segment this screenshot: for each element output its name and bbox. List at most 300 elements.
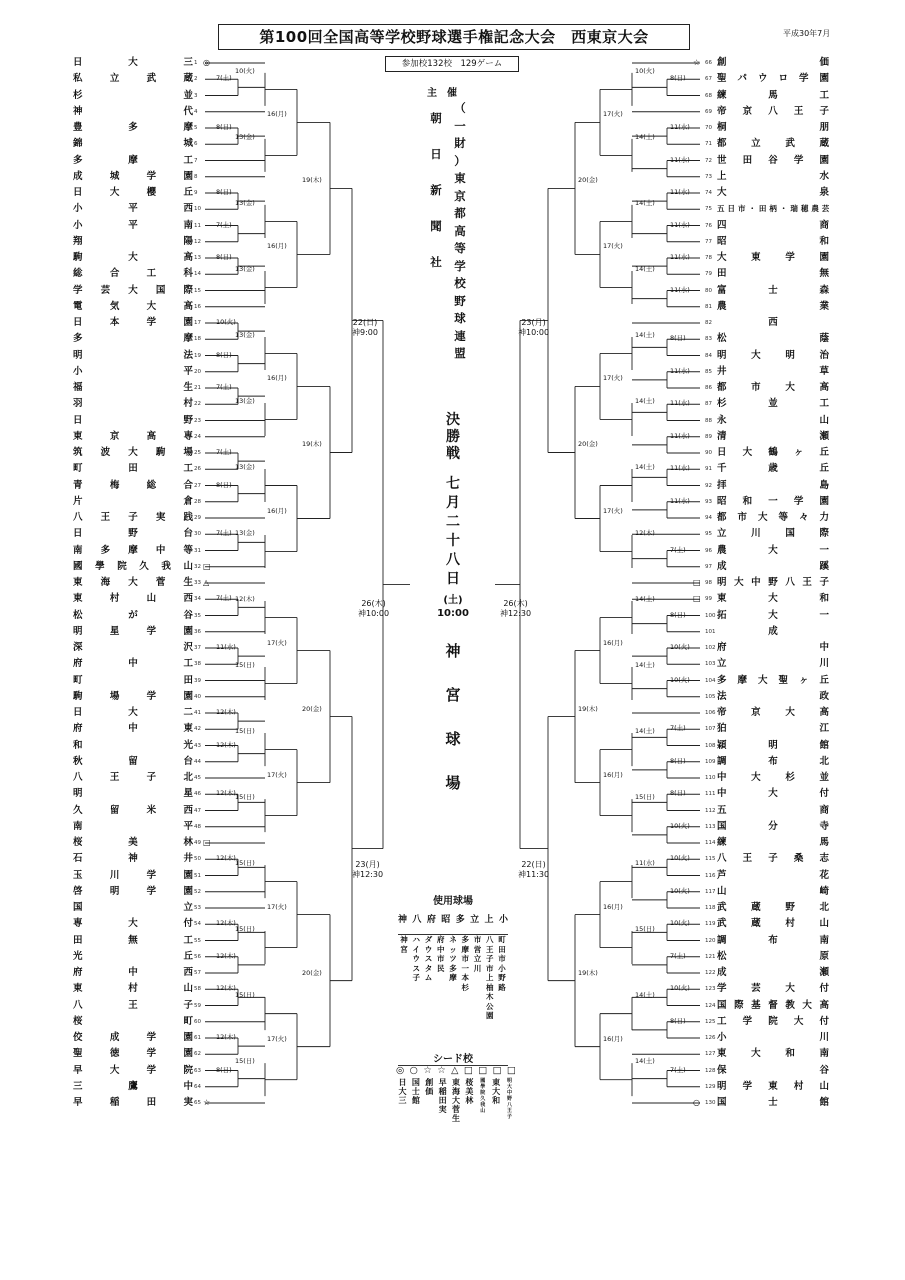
round1-date: 10(火) [670, 675, 690, 684]
team-number: 106 [705, 710, 716, 716]
team-number: 97 [705, 563, 712, 570]
team-13 [73, 250, 193, 266]
team-name: 翔陽 [73, 235, 193, 247]
char: 大 [452, 1096, 460, 1105]
team-36 [73, 624, 193, 640]
venue-name [484, 935, 496, 1039]
char: 立 [473, 954, 482, 963]
final-venue [418, 629, 488, 805]
seed-mark: ◎ [203, 58, 210, 67]
team-number: 83 [705, 336, 712, 343]
team-name: 永山 [717, 414, 829, 426]
team-number: 103 [705, 661, 716, 668]
team-number: 6 [194, 141, 198, 148]
team-38 [73, 656, 193, 672]
char: 早 [438, 1078, 447, 1087]
team-54 [73, 916, 193, 932]
team-name: 芦花 [717, 869, 829, 881]
round1-date: 7(土) [216, 383, 232, 391]
round2-date: 13(金) [235, 330, 255, 339]
venue-name [423, 935, 435, 1039]
char: 場 [445, 774, 461, 792]
team-number: 101 [705, 628, 716, 635]
char: 稲 [438, 1087, 447, 1096]
team-name: 玉川学園 [73, 869, 193, 881]
round1-date: 11(水) [670, 220, 690, 229]
venue-abbreviations [398, 912, 508, 925]
team-17 [73, 315, 193, 331]
quarterfinal-label-3: 23(月) 神10:00 [518, 318, 550, 337]
team-name: 国士館 [717, 1097, 829, 1108]
team-name: 井草 [717, 365, 829, 377]
team-name: 狛江 [717, 723, 829, 735]
team-number: 10 [194, 206, 201, 213]
round4-date: 20(金) [302, 968, 322, 977]
team-15 [73, 283, 193, 299]
char: ネ [449, 935, 457, 944]
team-31 [73, 543, 193, 559]
team-number: 23 [194, 417, 201, 424]
team-name: 田無 [717, 268, 829, 280]
char: 八 [486, 935, 494, 944]
team-80 [717, 283, 829, 299]
venue-abbr: 多 [455, 915, 465, 925]
round2-date: 13(金) [235, 198, 255, 207]
char: 田 [438, 1096, 447, 1105]
team-name: 立川国際 [717, 528, 829, 540]
team-81 [717, 299, 829, 315]
char: 市 [486, 963, 494, 973]
round1-date: 11(水) [670, 431, 690, 440]
team-name: 早大学院 [73, 1064, 193, 1076]
char: 学 [454, 258, 466, 273]
team-name: 東京高専 [73, 430, 193, 442]
team-8 [73, 169, 193, 185]
venue-name [496, 935, 508, 1039]
team-23 [73, 413, 193, 429]
round2-date: 10(火) [635, 66, 655, 75]
team-number: 117 [705, 888, 716, 895]
team-name: 豊多摩 [73, 122, 193, 133]
team-103 [717, 656, 829, 672]
team-63 [73, 1063, 193, 1079]
team-number: 73 [705, 173, 712, 180]
team-number: 120 [705, 937, 716, 944]
team-51 [73, 868, 193, 884]
team-name: 三鷹中 [73, 1080, 193, 1092]
team-94 [717, 510, 829, 526]
team-1 [73, 55, 193, 71]
team-number: 57 [194, 970, 201, 976]
team-101 [717, 624, 829, 640]
team-number: 126 [705, 1035, 716, 1041]
team-name: 調布北 [717, 755, 829, 767]
char: 市 [498, 954, 506, 963]
round1-date: 11(水) [670, 285, 690, 294]
team-number: 90 [705, 450, 712, 456]
round2-date: 12(木) [635, 529, 655, 537]
round1-date: 10(火) [670, 886, 690, 895]
team-name: 多摩工 [73, 154, 193, 166]
team-name: 明法 [73, 349, 193, 361]
team-name: 桜町 [73, 1015, 193, 1027]
team-number: 87 [705, 401, 712, 408]
team-name: 農大一 [717, 544, 829, 556]
team-number: 72 [705, 157, 712, 164]
round2-date: 14(土) [635, 991, 655, 1000]
team-42 [73, 721, 193, 737]
team-number: 85 [705, 368, 712, 375]
team-39 [73, 673, 193, 689]
team-number: 111 [705, 791, 716, 798]
team-number: 40 [194, 693, 201, 700]
team-102 [717, 640, 829, 656]
team-number: 32 [194, 563, 201, 570]
date-tag: 平成30年7月 [783, 29, 831, 38]
team-name: 学芸大国際 [73, 284, 193, 296]
round1-date: 8(日) [670, 334, 686, 343]
team-number: 115 [705, 856, 716, 863]
team-122 [717, 965, 829, 981]
team-number: 77 [705, 238, 712, 245]
semifinal-right-label: 26(木) 神12:30 [500, 599, 532, 618]
round1-date: 11(水) [670, 155, 690, 164]
team-number: 78 [705, 255, 712, 261]
round1-date: 7(土) [670, 545, 686, 554]
round3-date: 17(火) [603, 110, 623, 119]
team-name: 中大付 [717, 788, 829, 800]
team-name: 南多摩中等 [73, 544, 193, 556]
team-name: 国立 [73, 902, 193, 913]
team-20 [73, 364, 193, 380]
round1-date: 7(土) [670, 951, 686, 960]
char: 杉 [461, 982, 469, 992]
team-number: 47 [194, 807, 201, 814]
round2-date: 15(日) [235, 991, 255, 1000]
char: 摩 [461, 944, 469, 954]
seed-mark: □ [492, 1065, 502, 1076]
team-11 [73, 218, 193, 234]
venues-title: 使用球場 [433, 896, 473, 907]
team-121 [717, 949, 829, 965]
team-name: 日大櫻丘 [73, 187, 193, 198]
team-47 [73, 803, 193, 819]
team-name: 日野 [73, 414, 193, 426]
team-126 [717, 1030, 829, 1046]
team-106 [717, 705, 829, 721]
team-number: 67 [705, 76, 712, 83]
round2-date: 14(土) [635, 264, 655, 273]
team-name: 小川 [717, 1032, 829, 1043]
char: ウ [412, 954, 420, 963]
venue-name [447, 935, 459, 1039]
team-number: 49 [194, 840, 201, 846]
team-number: 62 [194, 1051, 201, 1058]
team-name: 東海大菅生 [73, 577, 193, 588]
team-number: 20 [194, 368, 201, 375]
team-67 [717, 71, 829, 87]
team-number: 71 [705, 141, 712, 148]
team-name: 穎明館 [717, 739, 829, 751]
team-number: 96 [705, 547, 712, 554]
round2-date: 14(土) [635, 595, 655, 604]
team-name: 府中西 [73, 967, 193, 978]
round2-date: 11(水) [635, 859, 655, 868]
round1-date: 8(日) [216, 350, 232, 359]
team-number: 43 [194, 742, 201, 749]
venue-name [459, 935, 471, 1039]
char: 一 [454, 118, 466, 133]
round1-date: 11(水) [216, 643, 236, 651]
round2-date: 13(金) [235, 529, 255, 537]
char: 府 [437, 935, 445, 944]
team-name: 駒大高 [73, 252, 193, 263]
team-number: 123 [705, 986, 716, 993]
team-91 [717, 461, 829, 477]
team-109 [717, 754, 829, 770]
team-name: 電気大高 [73, 300, 193, 312]
team-number: 76 [705, 222, 712, 229]
team-name: 聖徳学園 [73, 1048, 193, 1060]
char: ス [412, 963, 420, 973]
team-number: 58 [194, 986, 201, 993]
team-number: 130 [705, 1100, 716, 1106]
team-112 [717, 803, 829, 819]
team-75 [717, 201, 829, 217]
quarterfinal-label-2: 23(月) 神12:30 [352, 860, 384, 879]
team-number: 116 [705, 872, 716, 879]
round3-date: 16(月) [603, 770, 623, 779]
team-number: 37 [194, 645, 201, 651]
team-number: 56 [194, 953, 201, 960]
team-114 [717, 835, 829, 851]
team-16 [73, 299, 193, 315]
team-name: 東大和 [717, 593, 829, 605]
char: 価 [425, 1087, 434, 1096]
char: 生 [452, 1114, 460, 1123]
round2-date: 14(土) [635, 396, 655, 405]
team-number: 102 [705, 645, 716, 651]
team-number: 33 [194, 580, 201, 586]
team-name: 専大付 [73, 918, 193, 930]
team-number: 50 [194, 856, 201, 863]
team-64 [73, 1079, 193, 1095]
team-number: 18 [194, 336, 201, 343]
round1-date: 7(土) [670, 1065, 686, 1074]
char: 一 [461, 963, 469, 973]
team-27 [73, 478, 193, 494]
team-name: 都市大等々力 [717, 512, 829, 523]
char: 十 [446, 533, 460, 549]
char: 中 [437, 944, 445, 954]
team-number: 112 [705, 807, 716, 814]
team-name: 明大明治 [717, 349, 829, 361]
venue-name [410, 935, 422, 1039]
team-30 [73, 526, 193, 542]
sponsor-asahi [429, 100, 443, 280]
team-123 [717, 981, 829, 997]
team-77 [717, 234, 829, 250]
round2-date: 15(日) [235, 793, 255, 802]
team-10 [73, 201, 193, 217]
seed-mark: ○ [409, 1065, 418, 1076]
team-number: 26 [194, 466, 201, 473]
team-26 [73, 461, 193, 477]
team-number: 93 [705, 498, 712, 505]
team-number: 121 [705, 953, 716, 960]
team-name: 五商 [717, 804, 829, 816]
team-name: 都立武蔵 [717, 138, 829, 150]
team-124 [717, 998, 829, 1014]
team-116 [717, 868, 829, 884]
team-name: 東村山西 [73, 593, 193, 605]
team-105 [717, 689, 829, 705]
final-date [418, 475, 488, 589]
team-name: 杉並 [73, 89, 193, 101]
team-number: 7 [194, 157, 198, 164]
team-93 [717, 494, 829, 510]
team-number: 125 [705, 1018, 716, 1025]
char: 小 [498, 963, 506, 973]
seed-school [423, 1078, 436, 1132]
round2-date: 12(木) [235, 595, 255, 604]
char: 神 [445, 642, 461, 660]
venue-abbr: 神 [398, 915, 408, 925]
team-49 [73, 835, 193, 851]
team-number: 15 [194, 287, 201, 294]
team-number: 124 [705, 1002, 716, 1009]
team-110 [717, 770, 829, 786]
char: ッ [449, 944, 457, 954]
team-number: 108 [705, 742, 716, 749]
team-number: 4 [194, 108, 198, 115]
char: 国 [411, 1078, 420, 1087]
round1-date: 12(木) [216, 1033, 236, 1041]
char: 社 [430, 255, 442, 269]
team-number: 51 [194, 872, 201, 879]
team-130 [717, 1095, 829, 1111]
team-44 [73, 754, 193, 770]
team-37 [73, 640, 193, 656]
round3-date: 16(月) [603, 638, 623, 647]
char: 本 [461, 973, 469, 982]
team-92 [717, 478, 829, 494]
team-name: 青梅総合 [73, 479, 193, 491]
char: 院 [480, 1090, 486, 1096]
team-85 [717, 364, 829, 380]
team-35 [73, 608, 193, 624]
team-number: 129 [705, 1083, 716, 1090]
team-name: 東大和南 [717, 1048, 829, 1060]
seed-school [463, 1078, 476, 1132]
team-73 [717, 169, 829, 185]
char: 川 [473, 963, 482, 973]
round3-date: 16(月) [603, 902, 623, 911]
team-57 [73, 965, 193, 981]
team-name: 片倉 [73, 495, 193, 507]
char: ハ [412, 935, 420, 944]
round1-date: 8(日) [216, 253, 232, 261]
team-name: 拝島 [717, 479, 829, 491]
team-number: 25 [194, 450, 201, 456]
team-name: 福生 [73, 382, 193, 393]
team-number: 48 [194, 823, 201, 830]
final-title [418, 412, 488, 463]
team-name: 日大三 [73, 57, 193, 68]
venue-list [398, 934, 508, 1039]
team-number: 29 [194, 515, 201, 521]
team-82 [717, 315, 829, 331]
team-name: 聖パウロ学園 [717, 73, 829, 85]
team-number: 65 [194, 1100, 201, 1106]
char: 子 [412, 973, 420, 982]
team-number: 107 [705, 726, 716, 733]
char: 日 [446, 571, 460, 587]
round3-date: 17(火) [603, 242, 623, 251]
char: 園 [486, 1011, 494, 1020]
team-name: 国分寺 [717, 820, 829, 832]
round1-date: 12(木) [216, 740, 236, 749]
team-90 [717, 445, 829, 461]
team-number: 122 [705, 970, 716, 976]
team-number: 3 [194, 92, 198, 99]
team-number: 94 [705, 515, 712, 521]
team-number: 95 [705, 531, 712, 538]
round2-date: 15(日) [635, 793, 655, 802]
team-number: 89 [705, 433, 712, 440]
char: 勝 [446, 429, 460, 445]
team-55 [73, 933, 193, 949]
team-number: 27 [194, 482, 201, 489]
team-24 [73, 429, 193, 445]
seed-mark: △ [203, 578, 210, 587]
team-87 [717, 396, 829, 412]
char: 上 [486, 973, 494, 982]
team-127 [717, 1046, 829, 1062]
team-50 [73, 851, 193, 867]
team-88 [717, 413, 829, 429]
team-61 [73, 1030, 193, 1046]
char: 高 [454, 223, 466, 238]
team-number: 30 [194, 531, 201, 538]
team-number: 84 [705, 352, 712, 359]
team-number: 91 [705, 466, 712, 473]
team-99 [717, 591, 829, 607]
seed-mark: □ [506, 1065, 516, 1076]
char: 八 [446, 552, 460, 568]
team-53 [73, 900, 193, 916]
seed-mark: ☆ [203, 1098, 211, 1107]
char: 営 [473, 944, 482, 954]
team-name: 工学院大付 [717, 1015, 829, 1027]
team-name: 創価 [717, 57, 829, 68]
char: （ [454, 101, 466, 115]
char: 宮 [445, 686, 461, 704]
team-5 [73, 120, 193, 136]
round2-date: 13(金) [235, 264, 255, 273]
round1-date: 10(火) [670, 643, 690, 651]
team-58 [73, 981, 193, 997]
round1-date: 11(水) [670, 399, 690, 408]
team-number: 88 [705, 417, 712, 424]
round2-date: 14(土) [635, 132, 655, 141]
round1-date: 10(火) [670, 854, 690, 863]
round4-date: 19(木) [578, 968, 598, 977]
team-name: 日本学園 [73, 317, 193, 328]
team-115 [717, 851, 829, 867]
team-number: 68 [705, 92, 712, 99]
team-name: 明大中野八王子 [717, 577, 829, 588]
